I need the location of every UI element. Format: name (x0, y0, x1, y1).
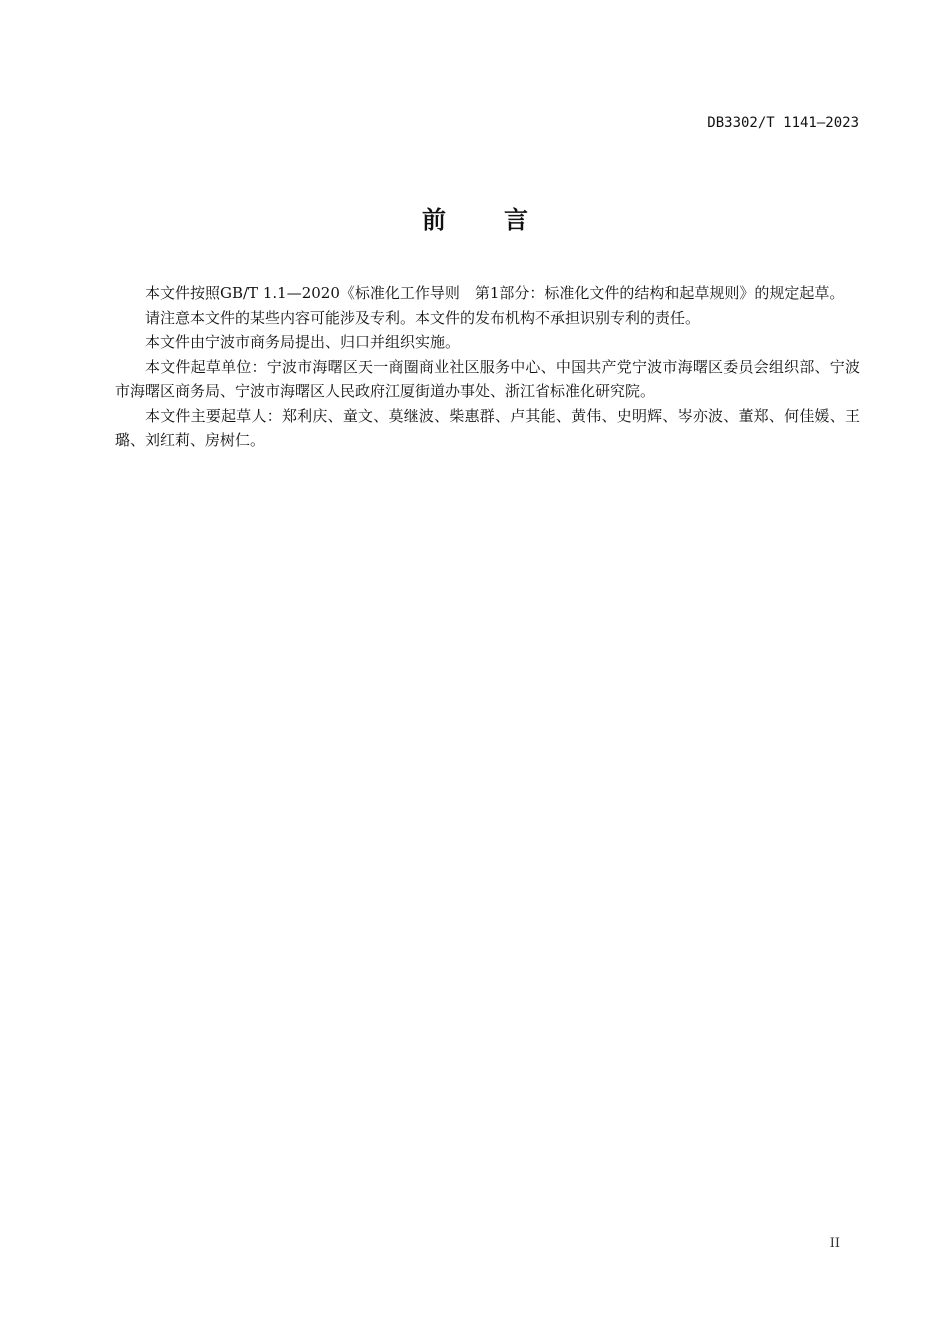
paragraph-standard-basis: 本文件按照GB/T 1.1—2020《标准化工作导则 第1部分：标准化文件的结构和起草规则》的规定起草。 (145, 284, 845, 302)
paragraph-proposer: 本文件由宁波市商务局提出、归口并组织实施。 (145, 333, 461, 351)
page-number: II (829, 1236, 840, 1251)
foreword-body (115, 281, 860, 453)
paragraph-drafters: 本文件主要起草人：郑利庆、童文、莫继波、柴惠群、卢其能、黄伟、史明辉、岑亦波、董郑、何佳媛、王璐、刘红莉、房树仁。 (115, 406, 860, 449)
paragraph-drafting-units: 本文件起草单位：宁波市海曙区天一商圈商业社区服务中心、中国共产党宁波市海曙区委员会组织部、宁波市海曙区商务局、宁波市海曙区人民政府江厦街道办事处、浙江省标准化研究院。 (115, 357, 860, 400)
title-char-2: 言 (504, 206, 528, 234)
page-title (0, 200, 950, 235)
title-char-1: 前 (422, 206, 446, 234)
paragraph-patent-notice: 请注意本文件的某些内容可能涉及专利。本文件的发布机构不承担识别专利的责任。 (145, 308, 701, 327)
document-code: DB3302/T 1141—2023 (707, 115, 859, 131)
